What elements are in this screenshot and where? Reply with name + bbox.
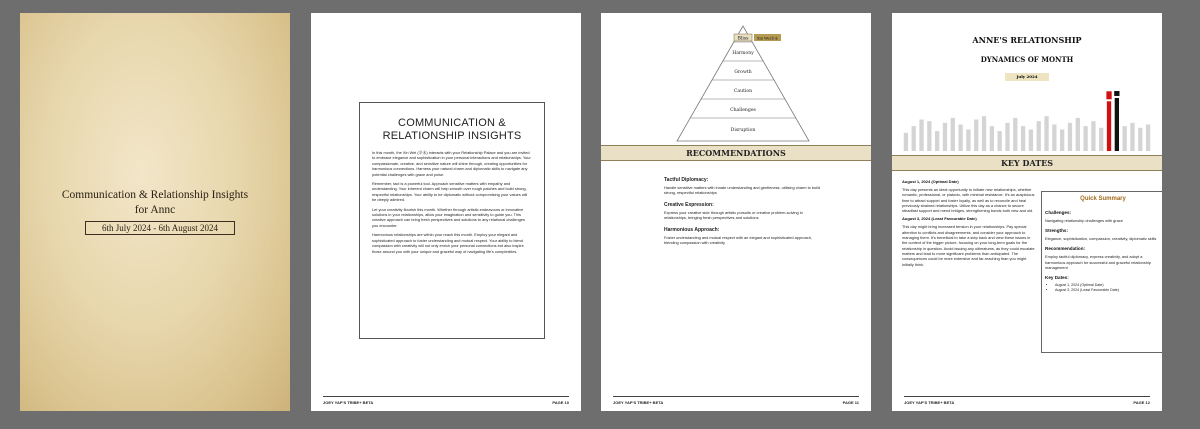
recommendation-text: Handle sensitive matters with innate understanding and gentleness, utilising charm to build strong, respectful relationships <box>664 185 821 196</box>
chart-bar <box>1037 121 1041 151</box>
summary-text: Elegance, sophistication, compassion, creativity, diplomatic skills <box>1045 236 1157 242</box>
recommendation-section <box>664 202 824 221</box>
page-footer <box>323 396 569 405</box>
chart-bar <box>1099 128 1103 151</box>
cover-page[interactable] <box>20 13 290 411</box>
chart-bar <box>1130 123 1134 151</box>
key-dates-column <box>902 179 1036 270</box>
quick-summary-box <box>1041 191 1162 353</box>
summary-label: Recommendation: <box>1045 246 1086 252</box>
key-dates-band: KEY DATES <box>892 155 1162 171</box>
page-10[interactable] <box>311 13 581 411</box>
insights-paragraph: Remember, tact is a powerful tool. Approach sensitive matters with empathy and understanding. Your inherent charm will help smooth over rough patches and build strong, respectful relationships. Your ability to be diplomatic without compromising your values will be deeply admired. <box>372 181 528 203</box>
pyramid-level-label: Challenges <box>730 108 756 113</box>
chart-bar <box>1083 126 1087 151</box>
summary-text: Navigating relationship challenges with grace <box>1045 218 1123 223</box>
footer-brand: JOEY YAP'S TRIBE+ BETA <box>323 400 374 405</box>
chart-bar <box>958 124 962 151</box>
summary-label: Key Dates: <box>1045 275 1069 281</box>
recommendation-section <box>664 177 824 196</box>
footer-page-number: PAGE 12 <box>1133 400 1150 405</box>
chart-bar <box>935 131 939 151</box>
cover-title-line2: for Annc <box>134 204 176 216</box>
chart-bar <box>982 116 986 151</box>
key-date-title: August 1, 2024 (Optimal Date) <box>902 179 959 184</box>
cover-title-line1: Communication & Relationship Insights <box>61 189 249 201</box>
month-chip: July 2024 <box>1005 73 1049 81</box>
recommendation-text: Express your creative side through artistic pursuits or creative problem-solving in relationships, bringing fresh perspectives and solutions <box>664 209 803 221</box>
footer-page-number: PAGE 11 <box>842 400 859 405</box>
insights-paragraph: In this month, the Xin Wei (辛未) interacts with your Relationship Palace and you are invited to embrace elegance and sophistication in your personal interactions and relationships. Your compassionate, creative, and sensitive nature will shine through, creating opportunities for harmonious connections. Harness your natural charm and diplomatic skills to navigate any potential challenges with grace and poise. <box>372 150 531 177</box>
quick-summary-title: Quick Summary <box>1080 196 1126 202</box>
footer-brand: JOEY YAP'S TRIBE+ BETA <box>904 400 955 405</box>
chart-bar <box>919 120 923 151</box>
insights-heading <box>360 117 544 143</box>
chart-bar <box>1091 121 1095 151</box>
chart-bar <box>904 133 908 151</box>
recommendation-text: Foster understanding and mutual respect with an elegant and sophisticated approach, blending compassion with creativity <box>664 234 812 246</box>
chart-bar <box>1146 124 1150 151</box>
chart-bar <box>974 120 978 151</box>
chart-bar <box>1021 126 1025 151</box>
chart-bar <box>927 121 931 151</box>
chart-bar <box>1052 124 1056 151</box>
cover-title <box>35 188 275 218</box>
chart-bar <box>998 131 1002 151</box>
recommendation-title: Tactful Diplomacy: <box>664 177 709 183</box>
recommendation-section <box>664 227 824 246</box>
summary-key-dates-list <box>1045 283 1161 293</box>
chart-bar <box>1138 128 1142 151</box>
insights-paragraph: Let your creativity flourish this month. Whether through artistic endeavours or innovative solutions in your relationships, allow your imagination and sensitivity to guide you. This creative approach can bring fresh perspectives and solutions to any relational challenges you encounter. <box>372 206 525 228</box>
chart-bar <box>1013 118 1017 151</box>
chart-marker <box>1114 91 1119 96</box>
pyramid-level-label: Disruption <box>730 128 756 133</box>
footer-brand: JOEY YAP'S TRIBE+ BETA <box>613 400 664 405</box>
energy-pyramid <box>601 23 871 143</box>
summary-text: Employ tactful diplomacy, express creativity, and adopt a harmonious approach for successful and graceful relationship management <box>1045 254 1151 270</box>
recommendations-band: RECOMMENDATIONS <box>601 145 871 161</box>
chart-bar <box>1076 118 1080 151</box>
chart-bar <box>912 126 916 151</box>
pyramid-level-label: Harmony <box>732 51 754 56</box>
page-12[interactable] <box>892 13 1162 411</box>
chart-bar <box>1005 123 1009 151</box>
key-date-text: This day might bring increased tension in your relationships. Pay special attention to conflicts and disagreements, and consider your approach to managing them. It's beneficial to take a step back and view these issues in the context of the bigger picture, focusing on your long-term goals for the relationship in question. Avoid issuing any ultimatums, as they could escalate matters and lead to more significant problems than anticipated. The consequences could be more extensive and far-reaching than you might initially think. <box>902 224 1035 267</box>
key-date-text: This day presents an ideal opportunity to initiate new relationships, whether romantic, professional, or platonic, with minimal resistance. It's an auspicious time to attract support and foster loyalty, as well as to reconcile and heal previously strained relationships. Utilize this day as a chance to secure steadfast support and mend bridges, strengthening bonds both new and old. <box>902 187 1035 214</box>
insights-heading-line2: RELATIONSHIP INSIGHTS <box>382 130 522 142</box>
summary-label: Strengths: <box>1045 228 1068 234</box>
chart-bar <box>966 129 970 151</box>
chart-bar <box>1068 123 1072 151</box>
dynamics-title-line1: ANNE'S RELATIONSHIP <box>972 35 1082 45</box>
chart-bar <box>1115 98 1119 151</box>
footer-page-number: PAGE 10 <box>552 400 569 405</box>
summary-label: Challenges: <box>1045 210 1072 215</box>
chart-bar <box>943 123 947 151</box>
chart-bar <box>990 126 994 151</box>
chart-bar <box>1060 129 1064 151</box>
dynamics-bar-chart <box>902 91 1152 161</box>
summary-key-date: • August 3, 2024 (Least Favourable Date) <box>1055 288 1161 293</box>
summary-key-date: • August 1, 2024 (Optimal Date) <box>1055 283 1161 288</box>
chart-bar <box>1044 116 1048 151</box>
key-date-title: August 3, 2024 (Least Favourable Date) <box>902 216 977 222</box>
page-footer <box>613 396 859 405</box>
pyramid-level-label: Growth <box>734 70 752 75</box>
chart-bar <box>1029 129 1033 151</box>
pyramid-level-label: Bliss <box>737 36 749 42</box>
pyramid-outline <box>677 26 809 141</box>
dynamics-title-line2: DYNAMICS OF MONTH <box>980 55 1074 64</box>
page-11[interactable] <box>601 13 871 411</box>
page-footer <box>904 396 1150 405</box>
recommendation-title: Harmonious Approach: <box>664 226 720 233</box>
recommendation-title: Creative Expression: <box>664 201 714 208</box>
insights-heading-line1: COMMUNICATION & <box>398 117 506 129</box>
chart-marker <box>1106 91 1111 99</box>
pyramid-level-label: Caution <box>733 89 753 94</box>
pyramid-tag: Xin Wei辛未 <box>756 36 779 41</box>
cover-date-range: 6th July 2024 - 6th August 2024 <box>85 221 235 235</box>
insights-box <box>359 102 545 339</box>
chart-bar <box>951 118 955 151</box>
insights-paragraph: Harmonious relationships are within your reach this month. Employ your elegant and sophisticated approach to foster understanding and mutual respect. Your ability to blend compassion with creativity will not only enrich your personal connections but also inspire those around you with your unique and graceful way of navigating life's complexities. <box>372 232 524 254</box>
chart-bar <box>1107 101 1111 151</box>
chart-bar <box>1123 126 1127 151</box>
